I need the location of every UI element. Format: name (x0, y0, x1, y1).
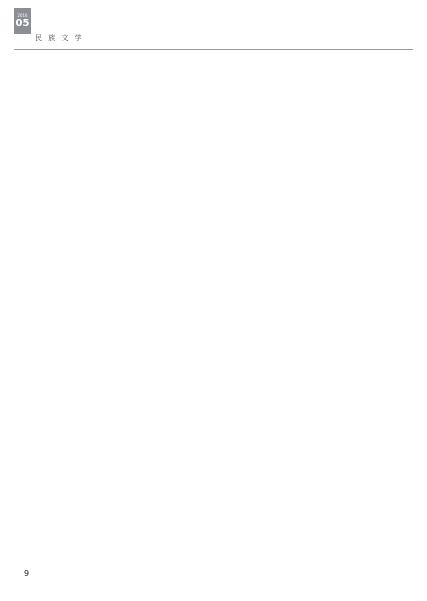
issue-number: 05 (15, 18, 30, 29)
issue-year: 2016 (17, 13, 28, 18)
page-number: 9 (24, 569, 30, 578)
journal-masthead (14, 8, 124, 48)
text-column-right (222, 60, 414, 550)
text-column-left (18, 60, 208, 550)
issue-badge (14, 8, 31, 34)
header-divider (14, 49, 413, 50)
journal-subtitle: 民 族 文 学 (35, 34, 84, 42)
